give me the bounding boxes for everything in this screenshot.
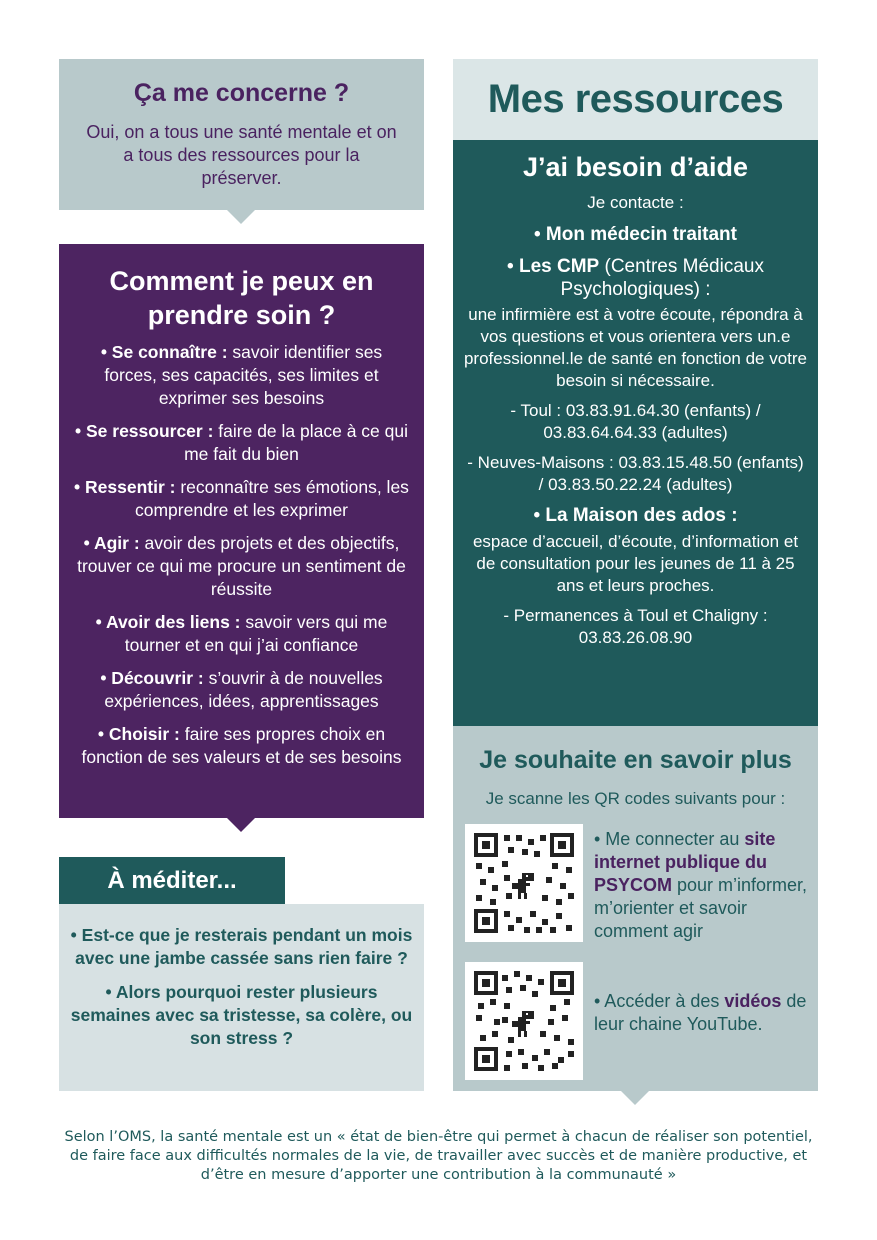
soin-item — [73, 341, 410, 410]
mediter-title: À méditer... — [59, 857, 285, 904]
concerne-panel — [59, 59, 424, 210]
mediter-panel — [59, 904, 424, 1091]
soin-item-text: faire ses propres choix en fonction de ses valeurs et de ses besoins — [81, 724, 402, 767]
qr2-text-pre: • Accéder à des — [594, 991, 725, 1011]
soin-item-label: • Ressentir : — [74, 477, 176, 497]
psycom-link[interactable]: site internet publique du PSYCOM — [594, 829, 776, 895]
soin-item-label: • Découvrir : — [100, 668, 204, 688]
soin-item — [73, 476, 410, 522]
videos-link[interactable]: vidéos — [724, 991, 782, 1011]
soin-item — [73, 420, 410, 466]
qr-code-icon — [472, 831, 576, 935]
qr-code-icon — [472, 969, 576, 1073]
soin-item-text: reconnaître ses émotions, les comprendre et les exprimer — [135, 477, 409, 520]
soin-item — [73, 532, 410, 601]
soin-item-label: • Agir : — [83, 533, 140, 553]
qr-code-psycom-site[interactable] — [465, 824, 583, 942]
soin-title: Comment je peux en prendre soin ? — [109, 266, 374, 330]
qr-code-youtube[interactable] — [465, 962, 583, 1080]
mediter-question: • Est-ce que je resterais pendant un mois avec une jambe cassée sans rien faire ? — [70, 925, 413, 968]
cmp-paren: (Centres Médicaux Psychologiques) : — [560, 256, 764, 300]
medecin-label: • Mon médecin traitant — [533, 224, 737, 245]
soin-item — [73, 667, 410, 713]
savoir-panel — [453, 726, 818, 1091]
soin-item-text: faire de la place à ce qui me fait du bien — [184, 421, 408, 464]
soin-notch — [227, 818, 255, 832]
permanences-phone: - Permanences à Toul et Chaligny : 03.83.26.08.90 — [503, 606, 768, 647]
mediter-question: • Alors pourquoi rester plusieurs semaines avec sa tristesse, sa colère, ou son stress ? — [70, 982, 413, 1048]
aide-title: J’ai besoin d’aide — [522, 152, 749, 182]
soin-item-label: • Choisir : — [97, 724, 180, 744]
soin-item-text: s’ouvrir à de nouvelles expériences, idées, apprentissages — [104, 668, 383, 711]
toul-phone: - Toul : 03.83.91.64.30 (enfants) / 03.83.64.64.33 (adultes) — [510, 401, 761, 442]
qr2-text — [594, 990, 809, 1036]
soin-item-text: savoir identifier ses forces, ses capacités, ses limites et exprimer ses besoins — [104, 342, 383, 408]
soin-item — [73, 723, 410, 769]
soin-item-label: • Avoir des liens : — [95, 612, 241, 632]
cmp-heading — [463, 255, 808, 301]
qr1-text — [594, 828, 809, 943]
concerne-title: Ça me concerne ? — [133, 79, 350, 107]
soin-item — [73, 611, 410, 657]
ados-text: espace d’accueil, d’écoute, d’information et de consultation pour les jeunes de 11 à 25 ans et leurs proches. — [472, 532, 799, 595]
savoir-title: Je souhaite en savoir plus — [479, 746, 792, 774]
ados-label: • La Maison des ados : — [533, 505, 738, 526]
qr2-text-post: de leur chaine YouTube. — [594, 991, 807, 1034]
savoir-notch — [621, 1091, 649, 1105]
soin-panel — [59, 244, 424, 818]
aide-panel — [453, 140, 818, 726]
qr1-text-post: pour m’informer, m’orienter et savoir comment agir — [594, 875, 808, 941]
soin-item-label: • Se ressourcer : — [75, 421, 214, 441]
cmp-text: une infirmière est à votre écoute, répondra à vos questions et vous orientera vers un.e professionnel.le de santé en fonction de votre besoin si nécessaire. — [463, 305, 808, 390]
soin-item-label: • Se connaître : — [100, 342, 228, 362]
qr1-text-pre: • Me connecter au — [594, 829, 745, 849]
neuves-phone: - Neuves-Maisons : 03.83.15.48.50 (enfants) / 03.83.50.22.24 (adultes) — [467, 453, 804, 494]
soin-item-text: savoir vers qui me tourner et en qui j’ai confiance — [124, 612, 388, 655]
concerne-notch — [227, 210, 255, 224]
cmp-label: • Les CMP — [507, 256, 600, 277]
oms-quote: Selon l’OMS, la santé mentale est un « état de bien-être qui permet à chacun de réaliser son potentiel, de faire face aux difficultés normales de la vie, de travailler avec succès et de manière productive, et d’être en mesure d’apporter une contribution à la communauté » — [64, 1129, 813, 1183]
contacte-text: Je contacte : — [587, 193, 684, 212]
concerne-text: Oui, on a tous une santé mentale et on a tous des ressources pour la préserver. — [86, 122, 397, 188]
savoir-intro: Je scanne les QR codes suivants pour : — [485, 789, 786, 808]
soin-item-text: avoir des projets et des objectifs, trouver ce qui me procure un sentiment de réussite — [77, 533, 406, 599]
ressources-title: Mes ressources — [453, 59, 818, 140]
